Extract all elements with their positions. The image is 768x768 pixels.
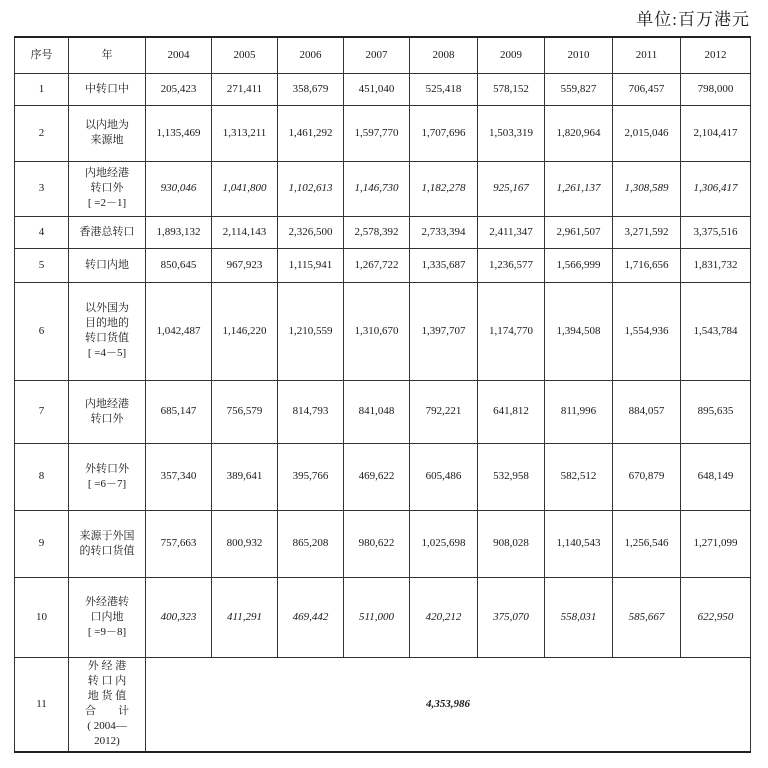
value-cell: 756,579 (212, 380, 278, 443)
value-cell: 622,950 (681, 577, 751, 657)
value-cell: 2,114,143 (212, 216, 278, 248)
row-number: 9 (15, 510, 69, 577)
value-cell: 908,028 (478, 510, 545, 577)
value-cell: 1,313,211 (212, 105, 278, 161)
value-cell: 1,716,656 (613, 248, 681, 282)
row-number: 1 (15, 73, 69, 105)
value-cell: 1,236,577 (478, 248, 545, 282)
value-cell: 469,622 (344, 443, 410, 510)
row-number: 10 (15, 577, 69, 657)
value-cell: 1,597,770 (344, 105, 410, 161)
value-cell: 800,932 (212, 510, 278, 577)
value-cell: 1,174,770 (478, 282, 545, 380)
value-cell: 841,048 (344, 380, 410, 443)
row-label: 内地经港 转口外 [ =2－1] (69, 161, 146, 216)
row-label: 以外国为 目的地的 转口货值 [ =4－5] (69, 282, 146, 380)
header-year: 2005 (212, 37, 278, 73)
value-cell: 389,641 (212, 443, 278, 510)
value-cell: 1,707,696 (410, 105, 478, 161)
value-cell: 511,000 (344, 577, 410, 657)
table-row (15, 216, 751, 248)
value-cell: 532,958 (478, 443, 545, 510)
header-seq: 序号 (15, 37, 69, 73)
header-year: 2008 (410, 37, 478, 73)
value-cell: 925,167 (478, 161, 545, 216)
table-row (15, 510, 751, 577)
value-cell: 1,394,508 (545, 282, 613, 380)
table-row (15, 161, 751, 216)
header-year: 2010 (545, 37, 613, 73)
value-cell: 582,512 (545, 443, 613, 510)
value-cell: 1,115,941 (278, 248, 344, 282)
value-cell: 411,291 (212, 577, 278, 657)
value-cell: 585,667 (613, 577, 681, 657)
table-row (15, 282, 751, 380)
value-cell: 2,961,507 (545, 216, 613, 248)
value-cell: 814,793 (278, 380, 344, 443)
value-cell: 2,578,392 (344, 216, 410, 248)
header-year: 2011 (613, 37, 681, 73)
value-cell: 757,663 (146, 510, 212, 577)
value-cell: 1,041,800 (212, 161, 278, 216)
value-cell: 2,104,417 (681, 105, 751, 161)
value-cell: 271,411 (212, 73, 278, 105)
table-row (15, 105, 751, 161)
row-label: 中转口中 (69, 73, 146, 105)
row-number: 6 (15, 282, 69, 380)
value-cell: 792,221 (410, 380, 478, 443)
value-cell: 811,996 (545, 380, 613, 443)
header-year: 2007 (344, 37, 410, 73)
value-cell: 2,411,347 (478, 216, 545, 248)
row-label: 外经港转 口内地 [ =9－8] (69, 577, 146, 657)
value-cell: 2,326,500 (278, 216, 344, 248)
value-cell: 1,893,132 (146, 216, 212, 248)
header-year: 2006 (278, 37, 344, 73)
value-cell: 670,879 (613, 443, 681, 510)
value-cell: 1,146,730 (344, 161, 410, 216)
value-cell: 1,042,487 (146, 282, 212, 380)
value-cell: 930,046 (146, 161, 212, 216)
value-cell: 1,135,469 (146, 105, 212, 161)
row-number: 11 (15, 657, 69, 752)
value-cell: 358,679 (278, 73, 344, 105)
value-cell: 1,554,936 (613, 282, 681, 380)
row-number: 5 (15, 248, 69, 282)
value-cell: 357,340 (146, 443, 212, 510)
row-number: 7 (15, 380, 69, 443)
value-cell: 685,147 (146, 380, 212, 443)
table-row-total (15, 657, 751, 752)
value-cell: 1,182,278 (410, 161, 478, 216)
table-row (15, 248, 751, 282)
value-cell: 798,000 (681, 73, 751, 105)
row-label: 来源于外国 的转口货值 (69, 510, 146, 577)
value-cell: 1,146,220 (212, 282, 278, 380)
header-year: 2012 (681, 37, 751, 73)
value-cell: 895,635 (681, 380, 751, 443)
total-value-cell: 4,353,986 (146, 657, 751, 752)
value-cell: 1,271,099 (681, 510, 751, 577)
value-cell: 395,766 (278, 443, 344, 510)
row-label: 内地经港 转口外 (69, 380, 146, 443)
value-cell: 400,323 (146, 577, 212, 657)
value-cell: 1,308,589 (613, 161, 681, 216)
table-row (15, 577, 751, 657)
header-row (15, 37, 751, 73)
value-cell: 1,102,613 (278, 161, 344, 216)
value-cell: 1,306,417 (681, 161, 751, 216)
row-number: 3 (15, 161, 69, 216)
value-cell: 850,645 (146, 248, 212, 282)
value-cell: 205,423 (146, 73, 212, 105)
value-cell: 1,267,722 (344, 248, 410, 282)
value-cell: 2,733,394 (410, 216, 478, 248)
value-cell: 1,025,698 (410, 510, 478, 577)
value-cell: 1,397,707 (410, 282, 478, 380)
value-cell: 1,461,292 (278, 105, 344, 161)
value-cell: 558,031 (545, 577, 613, 657)
value-cell: 967,923 (212, 248, 278, 282)
value-cell: 2,015,046 (613, 105, 681, 161)
value-cell: 1,210,559 (278, 282, 344, 380)
row-label: 外 经 港 转 口 内 地 货 值 合 计 ( 2004— 2012) (69, 657, 146, 752)
value-cell: 1,261,137 (545, 161, 613, 216)
value-cell: 1,503,319 (478, 105, 545, 161)
value-cell: 706,457 (613, 73, 681, 105)
value-cell: 1,820,964 (545, 105, 613, 161)
value-cell: 1,140,543 (545, 510, 613, 577)
value-cell: 605,486 (410, 443, 478, 510)
row-label: 转口内地 (69, 248, 146, 282)
value-cell: 1,335,687 (410, 248, 478, 282)
value-cell: 641,812 (478, 380, 545, 443)
value-cell: 865,208 (278, 510, 344, 577)
value-cell: 3,375,516 (681, 216, 751, 248)
value-cell: 559,827 (545, 73, 613, 105)
value-cell: 3,271,592 (613, 216, 681, 248)
value-cell: 884,057 (613, 380, 681, 443)
value-cell: 1,256,546 (613, 510, 681, 577)
value-cell: 1,566,999 (545, 248, 613, 282)
data-table (14, 36, 751, 753)
value-cell: 980,622 (344, 510, 410, 577)
header-year-label: 年 (69, 37, 146, 73)
row-label: 外转口外 [ =6－7] (69, 443, 146, 510)
value-cell: 451,040 (344, 73, 410, 105)
value-cell: 1,310,670 (344, 282, 410, 380)
row-number: 8 (15, 443, 69, 510)
row-number: 2 (15, 105, 69, 161)
table-row (15, 73, 751, 105)
value-cell: 420,212 (410, 577, 478, 657)
table-row (15, 380, 751, 443)
row-label: 以内地为 来源地 (69, 105, 146, 161)
header-year: 2004 (146, 37, 212, 73)
header-year: 2009 (478, 37, 545, 73)
table-row (15, 443, 751, 510)
unit-label: 单位:百万港元 (636, 10, 750, 29)
value-cell: 1,543,784 (681, 282, 751, 380)
row-number: 4 (15, 216, 69, 248)
value-cell: 1,831,732 (681, 248, 751, 282)
row-label: 香港总转口 (69, 216, 146, 248)
value-cell: 648,149 (681, 443, 751, 510)
value-cell: 525,418 (410, 73, 478, 105)
value-cell: 469,442 (278, 577, 344, 657)
value-cell: 578,152 (478, 73, 545, 105)
value-cell: 375,070 (478, 577, 545, 657)
